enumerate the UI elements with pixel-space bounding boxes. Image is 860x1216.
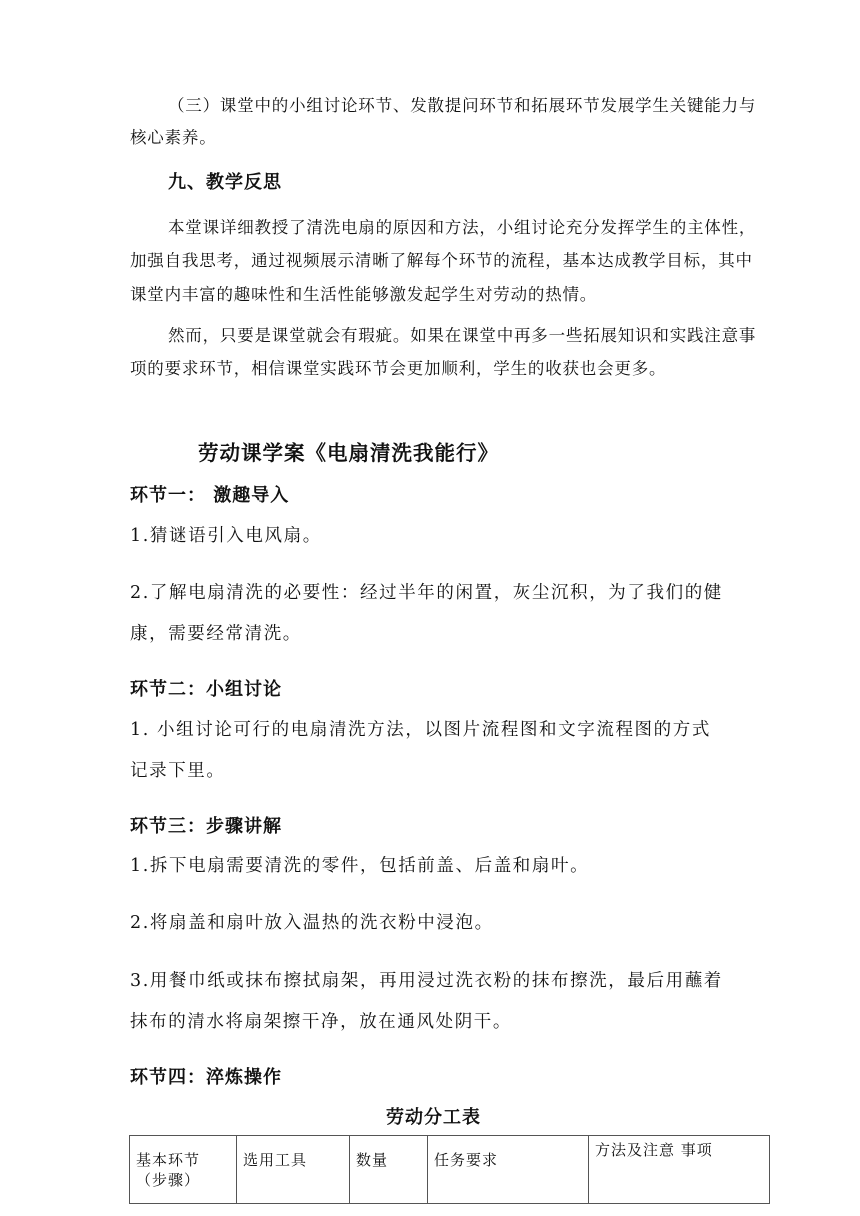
stage3-item3-line2: 抹布的清水将扇架擦干净，放在通风处阴干。 <box>130 1012 512 1032</box>
table-header-row <box>130 1136 770 1204</box>
reflection-para1-line2: 加强自我思考，通过视频展示清晰了解每个环节的流程，基本达成教学目标，其中 <box>130 251 753 270</box>
stage2-heading: 环节二：小组讨论 <box>130 679 282 700</box>
stage2-item1-line2: 记录下里。 <box>130 761 226 781</box>
stage3-item1: 1.拆下电扇需要清洗的零件，包括前盖、后盖和扇叶。 <box>130 856 590 876</box>
reflection-heading: 九、教学反思 <box>168 172 282 193</box>
header-task-requirements: 任务要求 <box>428 1136 589 1204</box>
stage2-item1-line1: 1. 小组讨论可行的电扇清洗方法，以图片流程图和文字流程图的方式 <box>130 720 711 740</box>
stage1-item2-line1: 2.了解电扇清洗的必要性：经过半年的闲置，灰尘沉积，为了我们的健 <box>130 583 723 603</box>
stage4-heading: 环节四：淬炼操作 <box>130 1067 282 1088</box>
reflection-para2-line1: 然而，只要是课堂就会有瑕疵。如果在课堂中再多一些拓展知识和实践注意事 <box>168 326 757 345</box>
item3-line1: （三）课堂中的小组讨论环节、发散提问环节和拓展环节发展学生关键能力与 <box>168 96 757 115</box>
header-methods-notes: 方法及注意 事项 <box>589 1136 770 1204</box>
stage1-item2-line2: 康，需要经常清洗。 <box>130 624 302 644</box>
header-tools: 选用工具 <box>237 1136 350 1204</box>
stage1-heading: 环节一： 激趣导入 <box>130 485 290 506</box>
stage3-item2: 2.将扇盖和扇叶放入温热的洗衣粉中浸泡。 <box>130 913 494 933</box>
table-title: 劳动分工表 <box>386 1107 481 1128</box>
reflection-para1-line3: 课堂内丰富的趣味性和生活性能够激发起学生对劳动的热情。 <box>130 285 598 304</box>
labor-division-table <box>129 1135 770 1204</box>
reflection-para1-line1: 本堂课详细教授了清洗电扇的原因和方法，小组讨论充分发挥学生的主体性， <box>168 218 757 237</box>
reflection-para2-line2: 项的要求环节，相信课堂实践环节会更加顺利，学生的收获也会更多。 <box>130 359 667 378</box>
stage1-item1: 1.猜谜语引入电风扇。 <box>130 526 322 546</box>
header-basic-step: 基本环节（步骤） <box>130 1136 237 1204</box>
item3-line2: 核心素养。 <box>130 128 217 147</box>
stage3-item3-line1: 3.用餐巾纸或抹布擦拭扇架，再用浸过洗衣粉的抹布擦洗，最后用蘸着 <box>130 971 723 991</box>
stage3-heading: 环节三：步骤讲解 <box>130 816 282 837</box>
lesson-plan-title: 劳动课学案《电扇清洗我能行》 <box>198 441 499 465</box>
header-quantity: 数量 <box>350 1136 428 1204</box>
